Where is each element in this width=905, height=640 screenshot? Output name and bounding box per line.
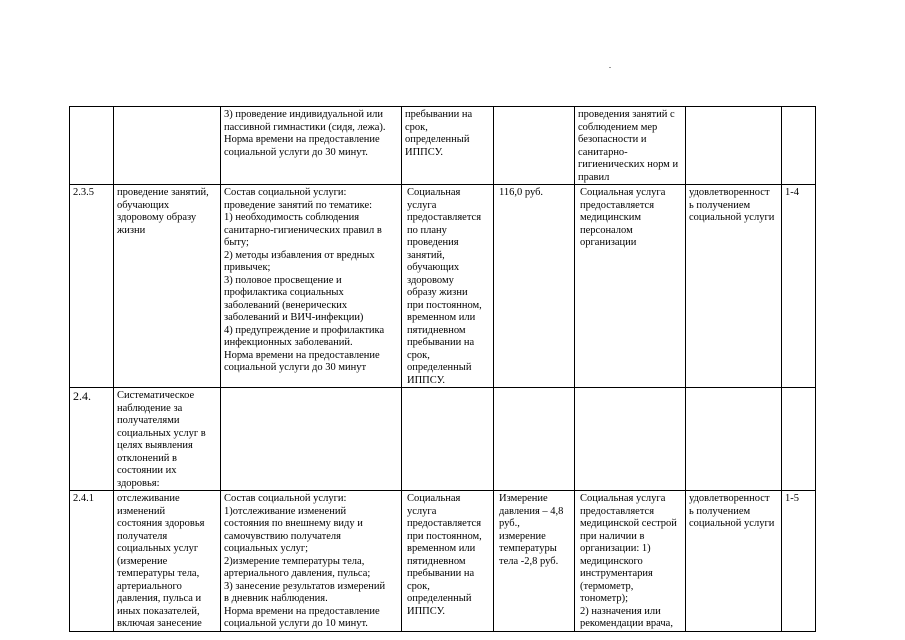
scan-speck [609,67,611,68]
evaluation-score [782,388,816,491]
row-number [70,107,114,185]
service-conditions: Социальная услуга предоставляется медицинской сестрой при наличии в организации: 1) медицинского инструментария (термометр, тонометр); 2) назначения или рекомендации врача, [575,491,686,632]
service-cost: 116,0 руб. [494,185,575,388]
service-conditions [575,388,686,491]
table-row [70,107,816,185]
row-number: 2.3.5 [70,185,114,388]
service-description: Состав социальной услуги: 1)отслеживание изменений состояния по внешнему виду и самочувствию получателя социальных услуг; 2)измерение температуры тела, артериального давления, пульса; 3) занесение результатов измерений в дневник наблюдения. Норма времени на предоставление социальной услуги до 10 минут. [221,491,402,632]
service-cost [494,107,575,185]
quality-indicators: удовлетворенност ь получением социальной услуги [686,185,782,388]
service-conditions: проведения занятий с соблюдением мер безопасности и санитарно- гигиенических норм и правил [575,107,686,185]
service-term: Социальная услуга предоставляется по плану проведения занятий, обучающих здоровому образу жизни при постоянном, временном или пятидневном пребывании на срок, определенный ИППСУ. [402,185,494,388]
quality-indicators: удовлетворенност ь получением социальной услуги [686,491,782,632]
service-description: Состав социальной услуги: проведение занятий по тематике: 1) необходимость соблюдения санитарно-гигиенических правил в быту; 2) методы избавления от вредных привычек; 3) половое просвещение и профилактика социальных заболеваний (венерических заболеваний и ВИЧ-инфекции) 4) предупреждение и профилактика инфекционных заболеваний. Норма времени на предоставление социальной услуги до 30 минут [221,185,402,388]
service-description [221,388,402,491]
quality-indicators [686,107,782,185]
service-conditions: Социальная услуга предоставляется медицинским персоналом организации [575,185,686,388]
service-term [402,388,494,491]
table-row [70,491,816,632]
service-name: отслеживание изменений состояния здоровья получателя социальных услуг (измерение температуры тела, артериального давления, пульса и иных показателей, включая занесение [114,491,221,632]
social-services-table [69,106,816,632]
row-number: 2.4.1 [70,491,114,632]
service-name: проведение занятий, обучающих здоровому образу жизни [114,185,221,388]
evaluation-score [782,107,816,185]
table-row [70,185,816,388]
evaluation-score: 1-5 [782,491,816,632]
row-number: 2.4. [70,388,114,491]
quality-indicators [686,388,782,491]
evaluation-score: 1-4 [782,185,816,388]
service-name: Систематическое наблюдение за получателями социальных услуг в целях выявления отклонений в состоянии их здоровья: [114,388,221,491]
table-row [70,388,816,491]
service-description: 3) проведение индивидуальной или пассивной гимнастики (сидя, лежа). Норма времени на предоставление социальной услуги до 30 минут. [221,107,402,185]
service-cost: Измерение давления – 4,8 руб., измерение температуры тела -2,8 руб. [494,491,575,632]
service-term: пребывании на срок, определенный ИППСУ. [402,107,494,185]
service-term: Социальная услуга предоставляется при постоянном, временном или пятидневном пребывании на срок, определенный ИППСУ. [402,491,494,632]
service-cost [494,388,575,491]
service-name [114,107,221,185]
